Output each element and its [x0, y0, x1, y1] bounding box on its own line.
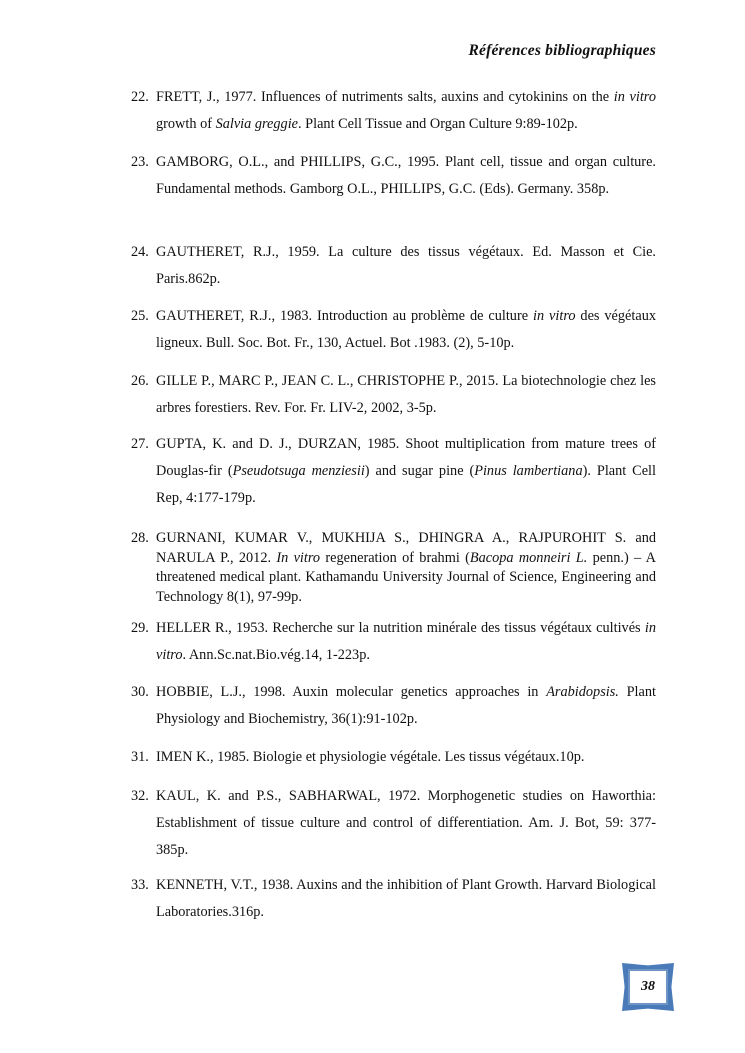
reference-text: [156, 783, 656, 864]
text-segment: des végétaux ligneux. Bull. Soc. Bot. Fr., 130, Actuel. Bot .1983. (2), 5-10p.: [156, 308, 656, 351]
reference-entry: [131, 303, 656, 357]
page-number: 38: [628, 969, 668, 1005]
text-segment: . Ann.Sc.nat.Bio.vég.14, 1-223p.: [182, 647, 370, 663]
reference-entry: [131, 615, 656, 669]
reference-text: [156, 239, 656, 293]
reference-number: 27.: [131, 436, 149, 452]
italic-segment: in vitro: [613, 89, 656, 105]
italic-segment: Arabidopsis.: [546, 684, 619, 700]
text-segment: Plant Physiology and Biochemistry, 36(1):91-102p.: [156, 684, 656, 727]
reference-text: [156, 368, 656, 422]
reference-number: 28.: [131, 530, 149, 546]
text-segment: KAUL, K. and P.S., SABHARWAL, 1972. Morphogenetic studies on Haworthia: Establishment of tissue culture and control of differentiation. Am. J. Bot, 59: 377-385p.: [156, 788, 656, 858]
text-segment: KENNETH, V.T., 1938. Auxins and the inhibition of Plant Growth. Harvard Biological Laboratories.316p.: [156, 877, 656, 920]
running-header: Références bibliographiques: [468, 42, 656, 59]
text-segment: ). Plant Cell Rep, 4:177-179p.: [156, 463, 656, 506]
reference-text: [156, 872, 656, 926]
reference-entry: [131, 239, 656, 293]
text-segment: FRETT, J., 1977. Influences of nutriments salts, auxins and cytokinins on the: [156, 89, 614, 105]
text-segment: . Plant Cell Tissue and Organ Culture 9:89-102p.: [298, 116, 578, 132]
italic-segment: in vitro: [156, 620, 656, 663]
text-segment: GAUTHERET, R.J., 1983. Introduction au problème de culture: [156, 308, 533, 324]
page-number-frame: [622, 963, 674, 1011]
italic-segment: Salvia greggie: [215, 116, 299, 132]
reference-number: 30.: [131, 684, 149, 700]
reference-entry: [131, 368, 656, 422]
text-segment: growth of: [156, 116, 216, 132]
text-segment: IMEN K., 1985. Biologie et physiologie végétale. Les tissus végétaux.10p.: [156, 749, 585, 765]
reference-number: 31.: [131, 749, 149, 765]
italic-segment: Bacopa monneiri L.: [469, 549, 588, 566]
reference-text: [156, 303, 656, 357]
text-segment: HOBBIE, L.J., 1998. Auxin molecular genetics approaches in: [156, 684, 547, 700]
reference-text: [156, 529, 656, 607]
text-segment: HELLER R., 1953. Recherche sur la nutrition minérale des tissus végétaux cultivés: [156, 620, 645, 636]
reference-text: [156, 431, 656, 512]
reference-text: [156, 149, 656, 203]
reference-entry: [131, 84, 656, 138]
reference-number: 26.: [131, 373, 149, 389]
reference-entry: [131, 872, 656, 926]
reference-number: 32.: [131, 788, 149, 804]
reference-entry: [131, 149, 656, 203]
text-segment: GAUTHERET, R.J., 1959. La culture des tissus végétaux. Ed. Masson et Cie. Paris.862p.: [156, 244, 656, 287]
reference-entry: [131, 431, 656, 512]
text-segment: GILLE P., MARC P., JEAN C. L., CHRISTOPHE P., 2015. La biotechnologie chez les arbres forestiers. Rev. For. Fr. LIV-2, 2002, 3-5p.: [156, 373, 656, 416]
reference-number: 23.: [131, 154, 149, 170]
text-segment: GURNANI, KUMAR V., MUKHIJA S., DHINGRA A., RAJPUROHIT S. and NARULA P., 2012.: [156, 530, 656, 566]
reference-number: 25.: [131, 308, 149, 324]
italic-segment: in vitro: [532, 308, 576, 324]
italic-segment: In vitro: [276, 549, 321, 566]
text-segment: penn.) – A threatened medical plant. Kathamandu University Journal of Science, Engineering and Technology 8(1), 97-99p.: [156, 549, 656, 605]
text-segment: ) and sugar pine (: [364, 463, 475, 479]
italic-segment: Pinus lambertiana: [474, 463, 583, 479]
text-segment: GAMBORG, O.L., and PHILLIPS, G.C., 1995. Plant cell, tissue and organ culture. Fundamental methods. Gamborg O.L., PHILLIPS, G.C. (Eds). Germany. 358p.: [156, 154, 656, 197]
reference-text: [156, 679, 656, 733]
italic-segment: Pseudotsuga menziesii: [232, 463, 365, 479]
reference-number: 22.: [131, 89, 149, 105]
reference-entry: [131, 783, 656, 864]
reference-number: 33.: [131, 877, 149, 893]
text-segment: regeneration of brahmi (: [320, 549, 470, 566]
reference-entry: [131, 744, 656, 771]
reference-number: 29.: [131, 620, 149, 636]
text-segment: GUPTA, K. and D. J., DURZAN, 1985. Shoot multiplication from mature trees of Douglas-fir (: [156, 436, 656, 479]
reference-text: [156, 615, 656, 669]
reference-number: 24.: [131, 244, 149, 260]
reference-entry: [131, 529, 656, 607]
reference-text: [156, 84, 656, 138]
reference-text: [156, 744, 656, 771]
reference-entry: [131, 679, 656, 733]
